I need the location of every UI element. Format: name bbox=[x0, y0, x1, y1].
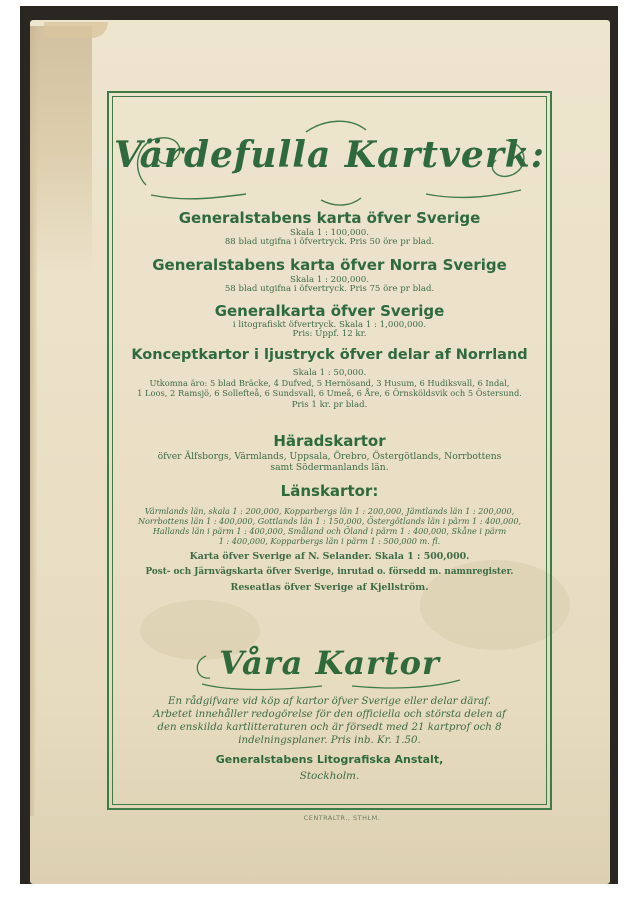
item-scale: Skala 1 : 200,000. bbox=[290, 275, 369, 285]
publisher-city: Stockholm. bbox=[299, 770, 360, 782]
item-note: i litografiskt öfvertryck. Skala 1 : 1,000,000. bbox=[232, 320, 427, 330]
item-note: 1 Loos, 2 Ramsjö, 6 Sollefteå, 6 Sundsvall, 6 Umeå, 6 Åre, 6 Örnsköldsvik och 5 Östersund. bbox=[137, 388, 522, 398]
item-note: Utkomna äro: 5 blad Bräcke, 4 Dufved, 5 Hernösand, 3 Husum, 6 Hudiksvall, 6 Indal, bbox=[149, 378, 510, 388]
item-heading: Generalstabens karta öfver Norra Sverige bbox=[152, 256, 507, 274]
printer-imprint: CENTRALTR., STHLM. bbox=[303, 814, 381, 822]
description-line: Arbetet innehåller redogörelse för den officiella och största delen af bbox=[153, 709, 506, 720]
item-note: Värmlands län, skala 1 : 200,000, Kopparbergs län 1 : 200,000, Jämtlands län 1 : 200,000, bbox=[144, 506, 515, 516]
item-line: Post- och Järnvägskarta öfver Sverige, inrutad o. försedd m. namnregister. bbox=[145, 567, 514, 577]
description-line: den enskilda kartlitteraturen och är försedt med 21 kartprof och 8 bbox=[157, 722, 502, 733]
item-note: öfver Älfsborgs, Värmlands, Uppsala, Örebro, Östergötlands, Norrbottens bbox=[157, 451, 502, 462]
publisher-name: Generalstabens Litografiska Anstalt, bbox=[215, 753, 444, 766]
cover-wear-stain bbox=[30, 26, 92, 276]
item-heading: Häradskartor bbox=[273, 432, 386, 450]
section-title: Våra Kartor bbox=[219, 644, 440, 682]
item-scale: Skala 1 : 100,000. bbox=[290, 228, 369, 238]
item-price: Pris 1 kr. pr blad. bbox=[291, 400, 368, 410]
description-line: indelningsplaner. Pris inb. Kr. 1.50. bbox=[238, 735, 421, 746]
item-heading: Konceptkartor i ljustryck öfver delar af Norrland bbox=[131, 347, 528, 363]
page-title: Värdefulla Kartverk: bbox=[113, 134, 546, 176]
item-heading: Generalkarta öfver Sverige bbox=[214, 302, 445, 320]
item-line: Karta öfver Sverige af N. Selander. Skala 1 : 500,000. bbox=[189, 551, 470, 562]
item-heading: Länskartor: bbox=[280, 482, 379, 500]
item-heading: Generalstabens karta öfver Sverige bbox=[178, 209, 481, 227]
item-line: Reseatlas öfver Sverige af Kjellström. bbox=[230, 582, 429, 593]
item-note: 58 blad utgifna i öfvertryck. Pris 75 öre pr blad. bbox=[224, 284, 435, 294]
item-note: 1 : 400,000, Kopparbergs län i pärm 1 : 500,000 m. fl. bbox=[218, 536, 441, 546]
item-note: Pris: Uppf. 12 kr. bbox=[292, 329, 367, 339]
item-note: samt Södermanlands län. bbox=[270, 462, 389, 473]
advert-panel bbox=[112, 96, 547, 805]
item-note: 88 blad utgifna i öfvertryck. Pris 50 öre pr blad. bbox=[224, 237, 435, 247]
item-note: Norrbottens län 1 : 400,000, Gottlands län 1 : 150,000, Östergötlands län i pärm 1 : 400,000, bbox=[137, 516, 522, 526]
description-line: En rådgifvare vid köp af kartor öfver Sverige eller delar däraf. bbox=[168, 696, 491, 707]
cover-tear bbox=[44, 22, 108, 38]
item-scale: Skala 1 : 50,000. bbox=[292, 368, 367, 378]
item-note: Hallands län i pärm 1 : 400,000, Småland och Öland i pärm 1 : 400,000, Skåne i pärm bbox=[152, 526, 507, 536]
